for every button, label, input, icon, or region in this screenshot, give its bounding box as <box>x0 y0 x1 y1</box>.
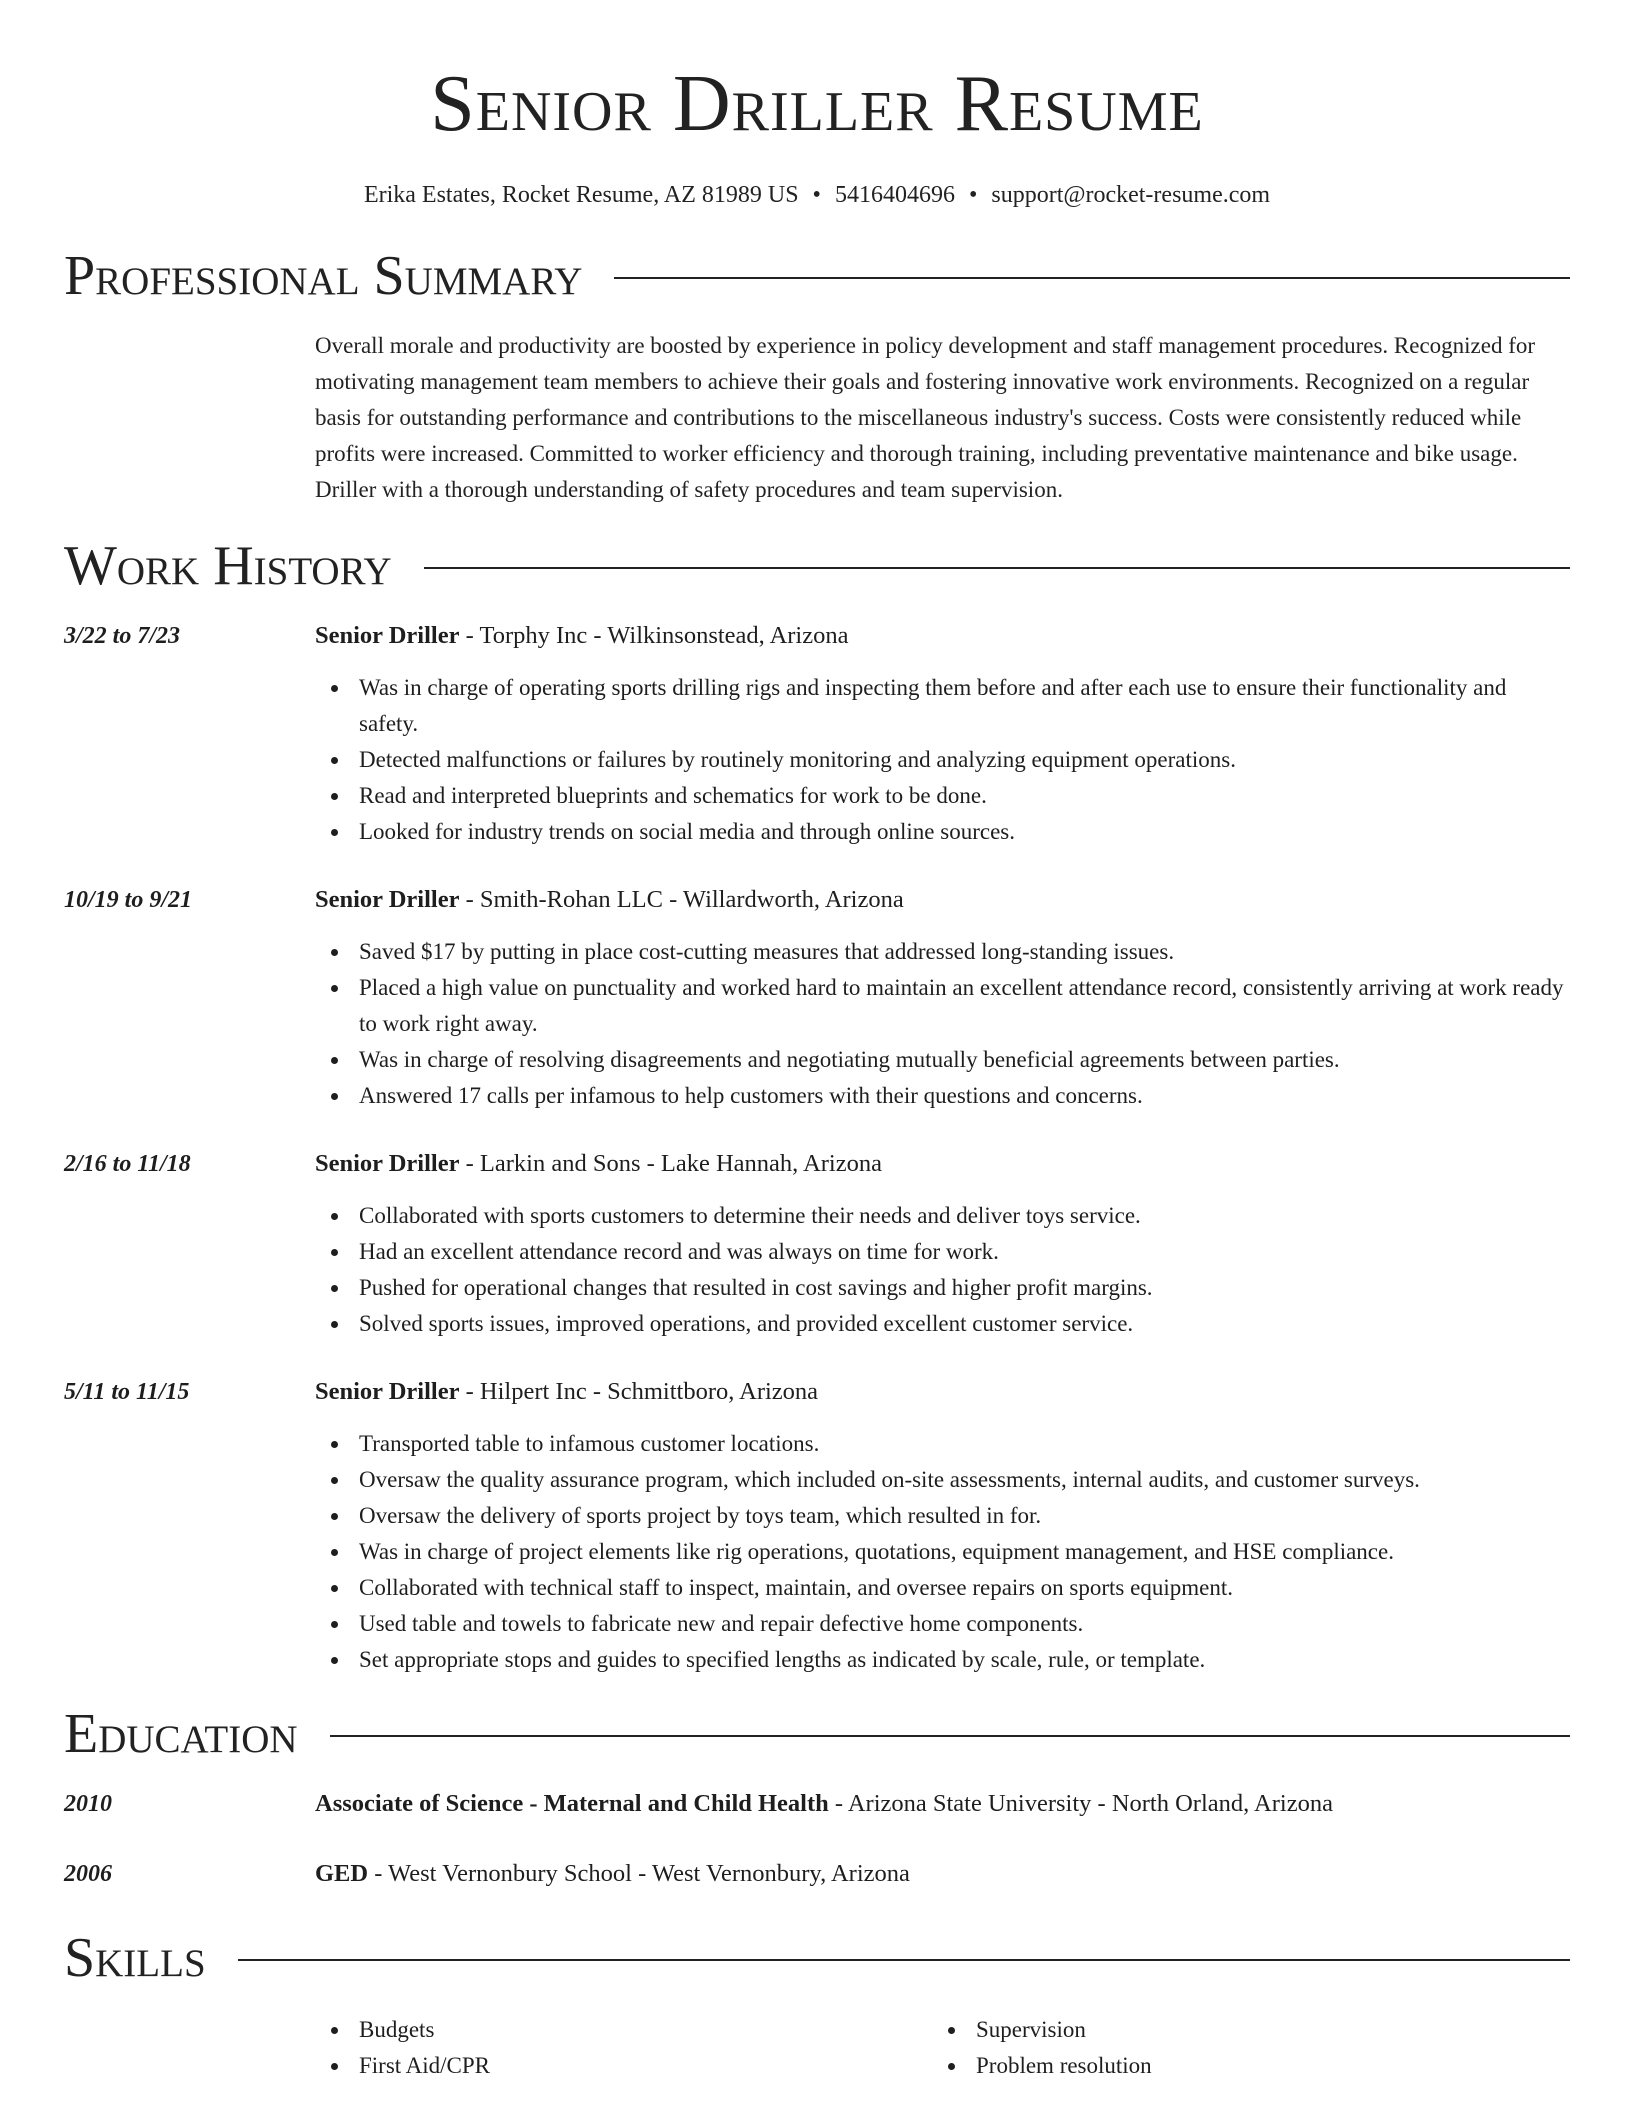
education-entry <box>64 1786 1570 1822</box>
job-bullet: Detected malfunctions or failures by routinely monitoring and analyzing equipment operations. <box>315 742 1570 778</box>
work-entry-body <box>315 882 1570 1114</box>
document-title: Senior Driller Resume <box>430 60 1204 148</box>
work-entry-body <box>315 1374 1570 1678</box>
job-bullet: Was in charge of resolving disagreements and negotiating mutually beneficial agreements between parties. <box>315 1042 1570 1078</box>
work-entry <box>64 1374 1570 1678</box>
education-entry-body <box>315 1856 1570 1892</box>
education-entry-body <box>315 1786 1570 1822</box>
job-title: Senior Driller <box>315 622 460 649</box>
job-bullet: Transported table to infamous customer locations. <box>315 1426 1570 1462</box>
job-bullet: Looked for industry trends on social media and through online sources. <box>315 814 1570 850</box>
education-section-header <box>64 1702 1570 1766</box>
work-dates: 2/16 to 11/18 <box>64 1151 191 1177</box>
work-entry <box>64 618 1570 850</box>
job-employer-location: - Larkin and Sons - Lake Hannah, Arizona <box>459 1150 882 1177</box>
contact-line <box>64 180 1570 210</box>
summary-section-header <box>64 244 1570 308</box>
job-bullets <box>315 670 1570 850</box>
skills-section-header <box>64 1926 1570 1990</box>
job-bullet: Placed a high value on punctuality and worked hard to maintain an excellent attendance record, consistently arriving at work ready to work right away. <box>315 970 1570 1042</box>
section-divider <box>614 277 1570 279</box>
work-dates: 3/22 to 7/23 <box>64 623 181 649</box>
contact-separator: • <box>968 182 978 208</box>
education-entry <box>64 1856 1570 1892</box>
skills-heading: Skills <box>64 1927 206 1989</box>
education-list <box>64 1786 1570 1892</box>
job-bullet: Saved $17 by putting in place cost-cutting measures that addressed long-standing issues. <box>315 934 1570 970</box>
job-bullet: Pushed for operational changes that resulted in cost savings and higher profit margins. <box>315 1270 1570 1306</box>
work-dates: 10/19 to 9/21 <box>64 887 193 913</box>
job-bullet: Had an excellent attendance record and was always on time for work. <box>315 1234 1570 1270</box>
job-employer-location: - Smith-Rohan LLC - Willardworth, Arizona <box>459 886 904 913</box>
job-bullets <box>315 1426 1570 1678</box>
summary-heading: Professional Summary <box>64 245 583 307</box>
job-employer-location: - Hilpert Inc - Schmittboro, Arizona <box>459 1378 819 1405</box>
job-employer-location: - Torphy Inc - Wilkinsonstead, Arizona <box>459 622 849 649</box>
work-entry-heading <box>315 1146 1570 1182</box>
contact-phone: 5416404696 <box>834 182 955 208</box>
section-divider <box>424 567 1570 569</box>
job-bullet: Solved sports issues, improved operations, and provided excellent customer service. <box>315 1306 1570 1342</box>
education-year: 2010 <box>64 1791 112 1817</box>
education-year: 2006 <box>64 1861 112 1887</box>
job-bullet: Read and interpreted blueprints and schematics for work to be done. <box>315 778 1570 814</box>
education-heading: Education <box>64 1703 298 1765</box>
job-bullet: Oversaw the delivery of sports project by toys team, which resulted in for. <box>315 1498 1570 1534</box>
work-history-list <box>64 618 1570 1678</box>
skill-item: Budgets <box>315 2012 932 2048</box>
contact-address: Erika Estates, Rocket Resume, AZ 81989 US <box>363 182 799 208</box>
job-bullet: Answered 17 calls per infamous to help customers with their questions and concerns. <box>315 1078 1570 1114</box>
work-entry-body <box>315 1146 1570 1342</box>
work-heading: Work History <box>64 535 392 597</box>
education-degree: GED <box>315 1860 369 1887</box>
job-bullet: Collaborated with technical staff to inspect, maintain, and oversee repairs on sports equipment. <box>315 1570 1570 1606</box>
section-divider <box>238 1959 1570 1961</box>
work-entry-body <box>315 618 1570 850</box>
summary-text: Overall morale and productivity are boosted by experience in policy development and staff management procedures. Recognized for motivating management team members to achieve their goals and fostering innovative work environments. Recognized on a regular basis for outstanding performance and contributions to the miscellaneous industry's success. Costs were consistently reduced while profits were increased. Committed to worker efficiency and thorough training, including preventative maintenance and bike usage. Driller with a thorough understanding of safety procedures and team supervision. <box>315 333 1536 502</box>
education-school-location: - Arizona State University - North Orland, Arizona <box>828 1790 1333 1817</box>
education-degree: Associate of Science - Maternal and Child Health <box>315 1790 829 1817</box>
skill-item: Supervision <box>932 2012 1549 2048</box>
job-bullet: Oversaw the quality assurance program, which included on-site assessments, internal audits, and customer surveys. <box>315 1462 1570 1498</box>
job-title: Senior Driller <box>315 1378 460 1405</box>
job-title: Senior Driller <box>315 886 460 913</box>
contact-email: support@rocket-resume.com <box>991 182 1271 208</box>
work-entry <box>64 882 1570 1114</box>
job-bullets <box>315 934 1570 1114</box>
work-entry-heading <box>315 1374 1570 1410</box>
education-school-location: - West Vernonbury School - West Vernonbury, Arizona <box>368 1860 910 1887</box>
work-entry-heading <box>315 618 1570 654</box>
resume-page <box>64 0 1570 2084</box>
job-bullet: Was in charge of project elements like rig operations, quotations, equipment management, and HSE compliance. <box>315 1534 1570 1570</box>
job-title: Senior Driller <box>315 1150 460 1177</box>
skills-column-right <box>932 2012 1549 2084</box>
skill-item: First Aid/CPR <box>315 2048 932 2084</box>
work-entry-heading <box>315 882 1570 918</box>
skill-item: Problem resolution <box>932 2048 1549 2084</box>
skills-column-left <box>315 2012 932 2084</box>
work-entry <box>64 1146 1570 1342</box>
job-bullets <box>315 1198 1570 1342</box>
work-dates: 5/11 to 11/15 <box>64 1379 190 1405</box>
contact-separator: • <box>812 182 821 208</box>
section-divider <box>330 1735 1570 1737</box>
skills-grid <box>315 2012 1570 2084</box>
job-bullet: Used table and towels to fabricate new and repair defective home components. <box>315 1606 1570 1642</box>
education-entry-heading <box>315 1856 1570 1892</box>
job-bullet: Set appropriate stops and guides to specified lengths as indicated by scale, rule, or template. <box>315 1642 1570 1678</box>
education-entry-heading <box>315 1786 1570 1822</box>
job-bullet: Was in charge of operating sports drilling rigs and inspecting them before and after each use to ensure their functionality and safety. <box>315 670 1570 742</box>
work-section-header <box>64 534 1570 598</box>
job-bullet: Collaborated with sports customers to determine their needs and deliver toys service. <box>315 1198 1570 1234</box>
